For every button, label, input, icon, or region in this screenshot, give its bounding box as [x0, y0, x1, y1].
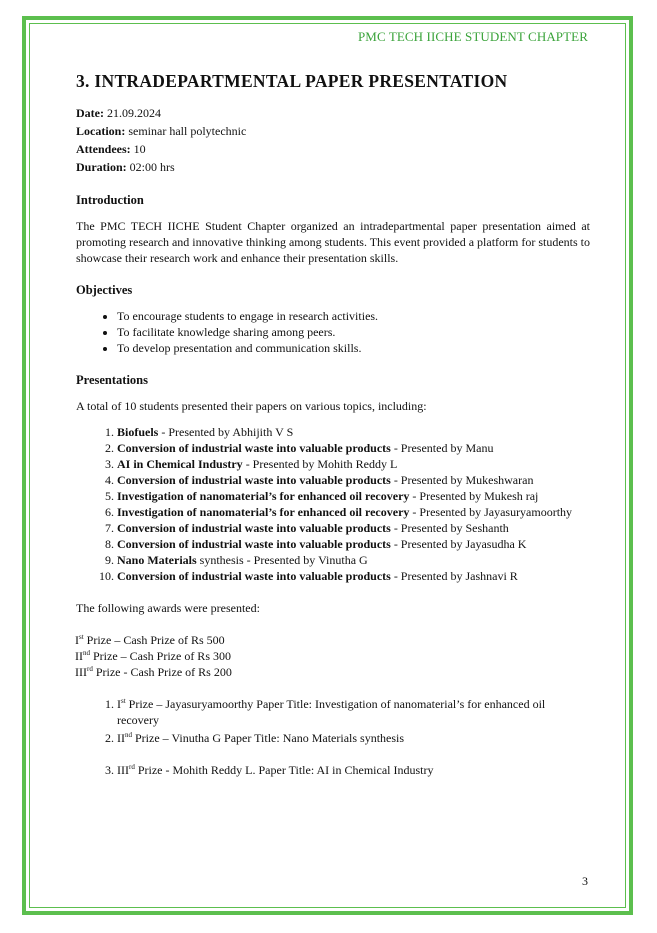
- presentation-item: 8. Conversion of industrial waste into valuable products - Presented by Jayasudha K: [117, 536, 590, 552]
- presentation-item: 1. Biofuels - Presented by Abhijith V S: [117, 424, 590, 440]
- presentation-item: 4. Conversion of industrial waste into valuable products - Presented by Mukeshwaran: [117, 472, 590, 488]
- presentation-item: 6. Investigation of nanomaterial’s for enhanced oil recovery - Presented by Jayasuryamoorthy: [117, 504, 590, 520]
- prize-item: IIIrd Prize - Cash Prize of Rs 200: [75, 665, 232, 679]
- presentations-list: [76, 424, 590, 584]
- objectives-heading: Objectives: [76, 283, 133, 297]
- introduction-heading: Introduction: [76, 193, 144, 207]
- presentation-item: 2. Conversion of industrial waste into valuable products - Presented by Manu: [117, 440, 590, 456]
- objective-item: • To encourage students to engage in research activities.: [117, 308, 590, 324]
- meta-location: Location: seminar hall polytechnic: [76, 124, 247, 138]
- document-body: [76, 70, 590, 780]
- presentation-item: 5. Investigation of nanomaterial’s for enhanced oil recovery - Presented by Mukesh raj: [117, 488, 590, 504]
- meta-attendees: Attendees: 10: [76, 142, 146, 156]
- introduction-text: The PMC TECH IICHE Student Chapter organized an intradepartmental paper presentation aimed at promoting research and innovative thinking among students. This event provided a platform for students to showcase their research work and enhance their presentation skills.: [76, 219, 591, 265]
- objectives-section: [76, 282, 590, 356]
- awards-intro: The following awards were presented:: [76, 601, 260, 615]
- objective-item: • To facilitate knowledge sharing among peers.: [117, 324, 590, 340]
- presentation-item: 3. AI in Chemical Industry - Presented by Mohith Reddy L: [117, 456, 590, 472]
- presentation-item: 10. Conversion of industrial waste into valuable products - Presented by Jashnavi R: [117, 568, 590, 584]
- presentations-section: [76, 372, 590, 584]
- page-number: 3: [582, 874, 588, 888]
- winners-list: [76, 696, 590, 778]
- prize-item: IInd Prize – Cash Prize of Rs 300: [75, 649, 231, 663]
- presentations-intro: A total of 10 students presented their papers on various topics, including:: [76, 399, 427, 413]
- objective-item: • To develop presentation and communication skills.: [117, 340, 590, 356]
- winner-item: 1. Ist Prize – Jayasuryamoorthy Paper Title: Investigation of nanomaterial’s for enhanced oil recovery: [117, 696, 590, 728]
- presentation-item: 9. Nano Materials synthesis - Presented by Vinutha G: [117, 552, 590, 568]
- running-header: PMC TECH IICHE STUDENT CHAPTER: [357, 29, 588, 44]
- prize-list: [75, 632, 590, 680]
- objectives-list: [76, 308, 590, 356]
- presentation-item: 7. Conversion of industrial waste into valuable products - Presented by Seshanth: [117, 520, 590, 536]
- winner-item: 2. IInd Prize – Vinutha G Paper Title: Nano Materials synthesis: [117, 730, 590, 746]
- page-title: 3. INTRADEPARTMENTAL PAPER PRESENTATION: [76, 71, 508, 91]
- prize-item: Ist Prize – Cash Prize of Rs 500: [75, 633, 225, 647]
- introduction-section: [76, 192, 590, 266]
- meta-date: Date: 21.09.2024: [76, 106, 161, 120]
- meta-duration: Duration: 02:00 hrs: [76, 160, 175, 174]
- presentations-heading: Presentations: [76, 373, 148, 387]
- winner-item: 3. IIIrd Prize - Mohith Reddy L. Paper Title: AI in Chemical Industry: [117, 762, 590, 778]
- event-meta: [76, 104, 590, 176]
